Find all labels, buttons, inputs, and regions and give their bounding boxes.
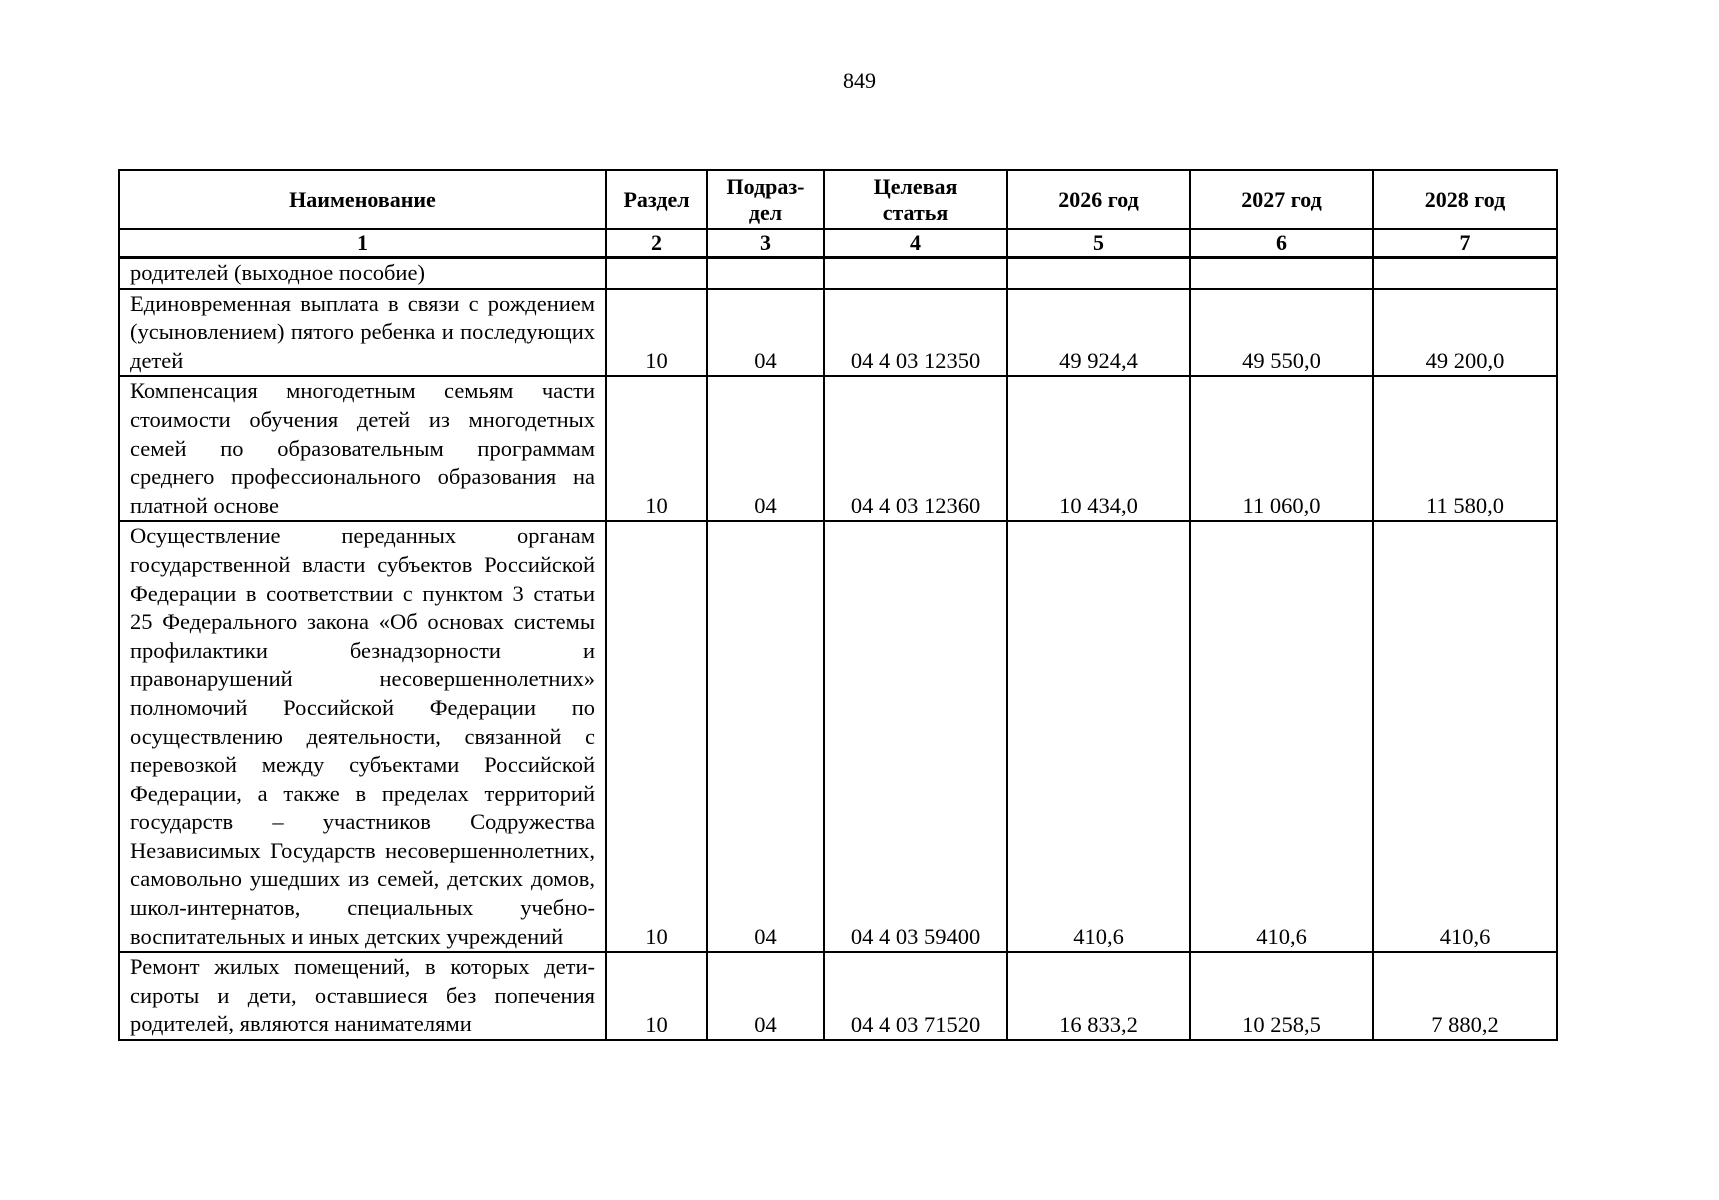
row-2028: 49 200,0 xyxy=(1373,289,1557,377)
row-podrazdel: 04 xyxy=(707,376,824,521)
table-row xyxy=(119,952,1557,1040)
row-name: Ремонт жилых помещений, в которых дети-сироты и дети, оставшиеся без попечения родителей, являются нанимателями xyxy=(119,952,606,1040)
column-number: 1 xyxy=(119,229,606,258)
row-name: Компенсация многодетным семьям части стоимости обучения детей из многодетных семей по образовательным программам среднего профессионального образования на платной основе xyxy=(119,376,606,521)
table-row xyxy=(119,289,1557,377)
row-2026 xyxy=(1007,258,1190,289)
row-2027: 49 550,0 xyxy=(1190,289,1373,377)
row-2027 xyxy=(1190,258,1373,289)
table-row xyxy=(119,376,1557,521)
row-tselevaya-statya: 04 4 03 12360 xyxy=(824,376,1007,521)
row-2026: 10 434,0 xyxy=(1007,376,1190,521)
table-row xyxy=(119,258,1557,289)
column-number-row xyxy=(119,229,1557,258)
row-podrazdel xyxy=(707,258,824,289)
row-2027: 11 060,0 xyxy=(1190,376,1373,521)
row-tselevaya-statya: 04 4 03 71520 xyxy=(824,952,1007,1040)
row-2026: 16 833,2 xyxy=(1007,952,1190,1040)
header-2027: 2027 год xyxy=(1190,170,1373,229)
column-number: 6 xyxy=(1190,229,1373,258)
row-razdel: 10 xyxy=(606,952,707,1040)
budget-table xyxy=(118,169,1558,1041)
column-number: 3 xyxy=(707,229,824,258)
row-2026: 410,6 xyxy=(1007,521,1190,952)
page-number: 849 xyxy=(843,68,876,93)
header-2026: 2026 год xyxy=(1007,170,1190,229)
header-podrazdel: Подраз- дел xyxy=(707,170,824,229)
row-2028: 410,6 xyxy=(1373,521,1557,952)
row-2028 xyxy=(1373,258,1557,289)
column-number: 2 xyxy=(606,229,707,258)
row-2028: 7 880,2 xyxy=(1373,952,1557,1040)
row-podrazdel: 04 xyxy=(707,289,824,377)
row-2027: 410,6 xyxy=(1190,521,1373,952)
row-name: Единовременная выплата в связи с рождением (усыновлением) пятого ребенка и последующих детей xyxy=(119,289,606,377)
row-name: Осуществление переданных органам государственной власти субъектов Российской Федерации в соответствии с пунктом 3 статьи 25 Федерального закона «Об основах системы профилактики безнадзорности и правонарушений несовершеннолетних» полномочий Российской Федерации по осуществлению деятельности, связанной с перевозкой между субъектами Российской Федерации, а также в пределах территорий государств – участников Содружества Независимых Государств несовершеннолетних, самовольно ушедших из семей, детских домов, школ-интернатов, специальных учебно-воспитательных и иных детских учреждений xyxy=(119,521,606,952)
row-razdel: 10 xyxy=(606,521,707,952)
row-razdel: 10 xyxy=(606,376,707,521)
header-tselevaya-statya: Целевая статья xyxy=(824,170,1007,229)
row-podrazdel: 04 xyxy=(707,521,824,952)
row-tselevaya-statya: 04 4 03 59400 xyxy=(824,521,1007,952)
column-number: 4 xyxy=(824,229,1007,258)
row-podrazdel: 04 xyxy=(707,952,824,1040)
table-header-row xyxy=(119,170,1557,229)
table-row xyxy=(119,521,1557,952)
header-2028: 2028 год xyxy=(1373,170,1557,229)
row-2028: 11 580,0 xyxy=(1373,376,1557,521)
row-2026: 49 924,4 xyxy=(1007,289,1190,377)
row-razdel xyxy=(606,258,707,289)
row-2027: 10 258,5 xyxy=(1190,952,1373,1040)
row-tselevaya-statya: 04 4 03 12350 xyxy=(824,289,1007,377)
column-number: 7 xyxy=(1373,229,1557,258)
column-number: 5 xyxy=(1007,229,1190,258)
header-razdel: Раздел xyxy=(606,170,707,229)
row-tselevaya-statya xyxy=(824,258,1007,289)
row-name: родителей (выходное пособие) xyxy=(119,258,606,289)
header-name: Наименование xyxy=(119,170,606,229)
row-razdel: 10 xyxy=(606,289,707,377)
